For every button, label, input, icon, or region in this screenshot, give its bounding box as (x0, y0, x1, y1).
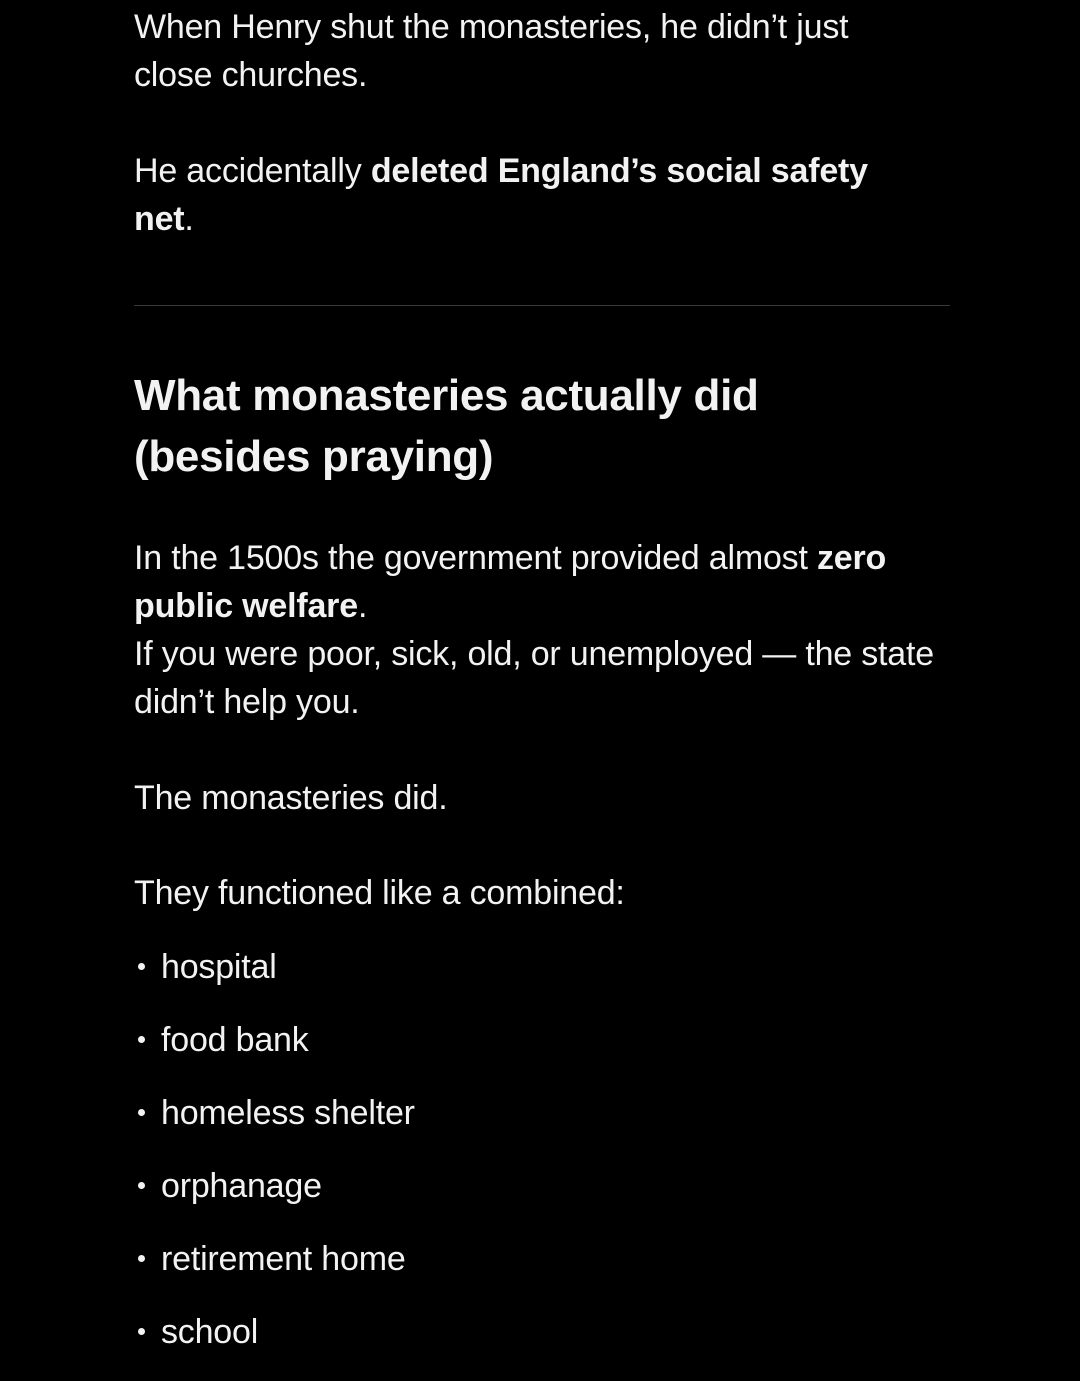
safety-net-emphasis: deleted England’s social safety net (134, 152, 868, 238)
intro-paragraph (134, 3, 924, 99)
list-item (134, 1162, 415, 1235)
list-item-label: orphanage (161, 1167, 322, 1205)
welfare-prefix: In the 1500s the government provided almost (134, 539, 817, 577)
combined-intro-paragraph: They functioned like a combined: (134, 874, 625, 912)
list-item-label: homeless shelter (161, 1094, 415, 1132)
bullet-icon (138, 1255, 145, 1262)
list-item (134, 1235, 415, 1308)
bullet-icon (138, 963, 145, 970)
list-item-label: school (161, 1313, 259, 1351)
welfare-paragraph (134, 534, 950, 726)
safety-net-prefix: He accidentally (134, 152, 371, 190)
welfare-second-line: If you were poor, sick, old, or unemployed — the state didn’t help you. (134, 635, 934, 721)
bullet-icon (138, 1328, 145, 1335)
section-divider (134, 305, 950, 306)
bullet-icon (138, 1036, 145, 1043)
bullet-icon (138, 1182, 145, 1189)
list-item (134, 1016, 415, 1089)
list-item (134, 943, 415, 1016)
bullet-icon (138, 1109, 145, 1116)
list-item (134, 1308, 415, 1381)
safety-net-suffix: . (184, 200, 194, 238)
monasteries-did-paragraph: The monasteries did. (134, 779, 448, 817)
section-heading: What monasteries actually did (besides praying) (134, 371, 759, 481)
functions-list (134, 943, 415, 1381)
list-item (134, 1089, 415, 1162)
welfare-emphasis: zero public welfare (134, 539, 887, 625)
list-item-label: hospital (161, 948, 277, 986)
welfare-suffix: . (357, 587, 368, 625)
list-item-label: food bank (161, 1021, 309, 1059)
intro-text: When Henry shut the monasteries, he didn’t just close churches. (134, 8, 849, 94)
safety-net-paragraph (134, 147, 924, 243)
list-item-label: retirement home (161, 1240, 406, 1278)
